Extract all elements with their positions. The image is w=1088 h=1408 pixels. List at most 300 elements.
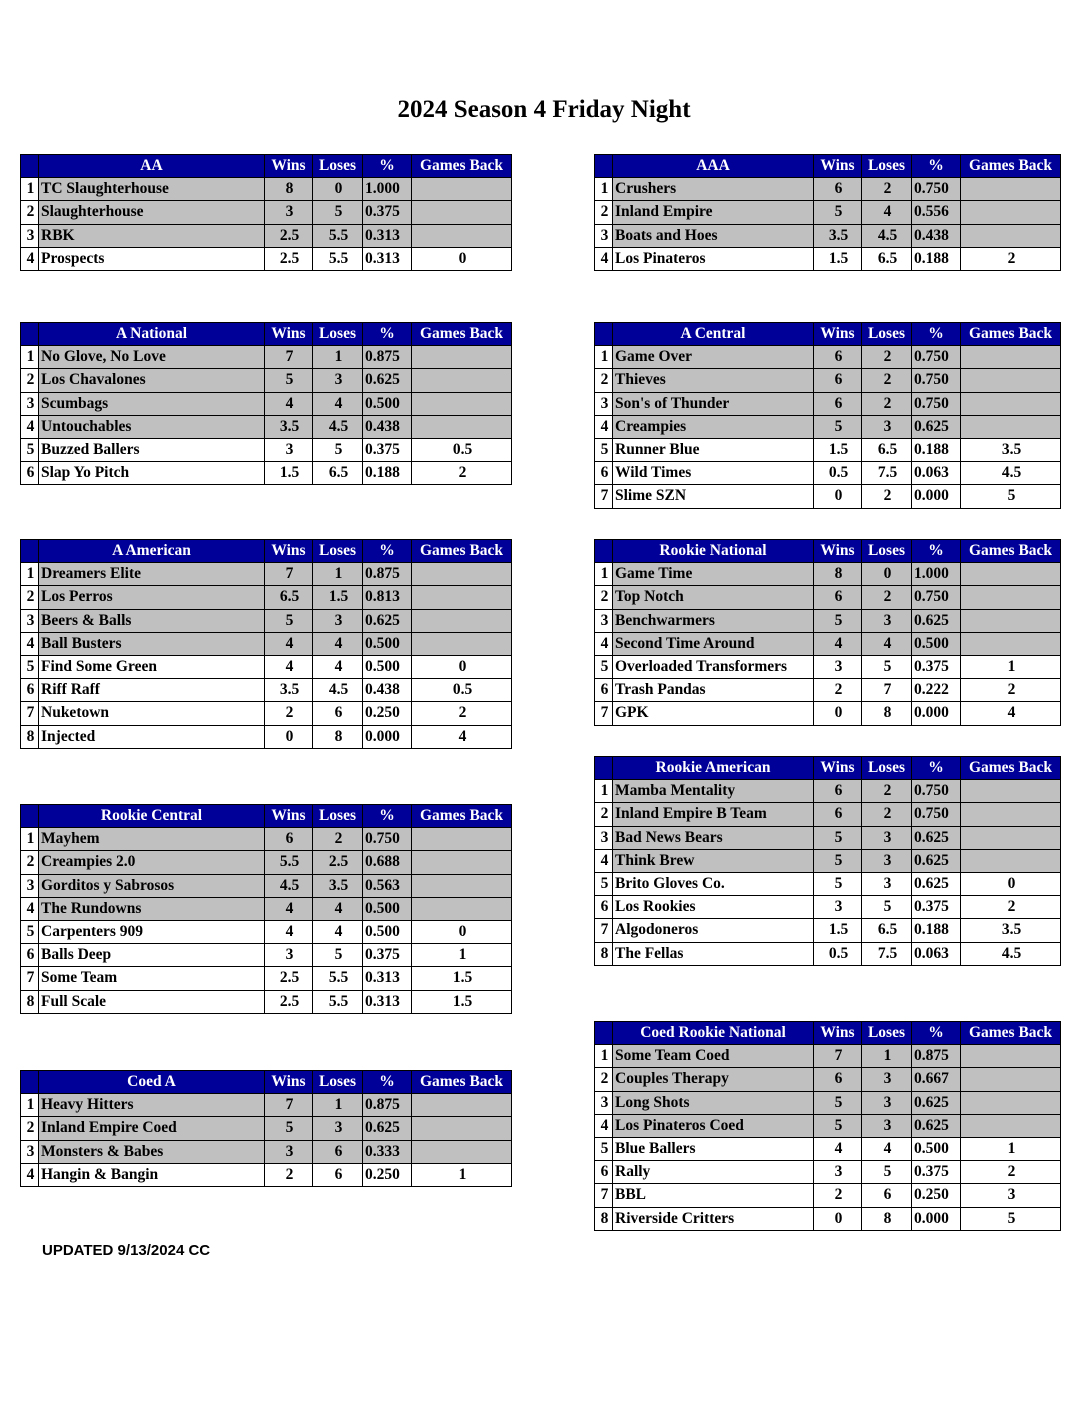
loses-cell: 3: [862, 1068, 912, 1091]
wins-cell: 2: [814, 1184, 862, 1207]
rank-cell: 2: [595, 369, 613, 392]
pct-cell: 0.750: [912, 586, 961, 609]
table-row: [595, 872, 1061, 895]
table-row: [21, 1117, 512, 1140]
loses-cell: 4.5: [862, 224, 912, 247]
team-name-cell: Creampies 2.0: [39, 851, 265, 874]
team-name-cell: Balls Deep: [39, 944, 265, 967]
team-name-cell: Overloaded Transformers: [613, 655, 814, 678]
rank-cell: 3: [595, 826, 613, 849]
wins-cell: 0.5: [814, 462, 862, 485]
loses-cell: 3: [862, 826, 912, 849]
loses-cell: 3: [862, 1114, 912, 1137]
pct-cell: 0.438: [363, 415, 412, 438]
loses-cell: 4.5: [313, 415, 363, 438]
loses-cell: 0: [313, 178, 363, 201]
pct-cell: 0.375: [912, 896, 961, 919]
header-rank-corner: [21, 805, 39, 828]
table-row: [21, 392, 512, 415]
header-games-back: Games Back: [961, 757, 1061, 780]
wins-cell: 1.5: [265, 462, 313, 485]
table-row: [21, 944, 512, 967]
header-games-back: Games Back: [412, 155, 512, 178]
loses-cell: 0: [862, 563, 912, 586]
games-back-cell: 0: [412, 247, 512, 270]
table-row: [21, 1094, 512, 1117]
team-name-cell: TC Slaughterhouse: [39, 178, 265, 201]
header-loses: Loses: [313, 155, 363, 178]
table-row: [595, 609, 1061, 632]
header-rank-corner: [595, 155, 613, 178]
games-back-cell: [961, 369, 1061, 392]
wins-cell: 2: [265, 702, 313, 725]
wins-cell: 2.5: [265, 990, 313, 1013]
pct-cell: 0.500: [912, 632, 961, 655]
games-back-cell: [412, 201, 512, 224]
games-back-cell: 3.5: [961, 919, 1061, 942]
games-back-cell: 4: [961, 702, 1061, 725]
pct-cell: 0.250: [363, 702, 412, 725]
loses-cell: 5: [313, 944, 363, 967]
team-name-cell: Trash Pandas: [613, 679, 814, 702]
rank-cell: 6: [595, 679, 613, 702]
standings-table-coed-a: [20, 1070, 512, 1187]
table-row: [595, 702, 1061, 725]
loses-cell: 1: [313, 346, 363, 369]
pct-cell: 0.625: [363, 369, 412, 392]
loses-cell: 3: [313, 369, 363, 392]
games-back-cell: 4.5: [961, 942, 1061, 965]
rank-cell: 3: [21, 874, 39, 897]
pct-cell: 0.500: [912, 1137, 961, 1160]
team-name-cell: Thieves: [613, 369, 814, 392]
wins-cell: 5: [814, 1091, 862, 1114]
table-row: [595, 485, 1061, 508]
rank-cell: 7: [595, 485, 613, 508]
wins-cell: 4: [265, 632, 313, 655]
header-row: [595, 155, 1061, 178]
pct-cell: 0.375: [912, 655, 961, 678]
pct-cell: 0.500: [363, 632, 412, 655]
team-name-cell: Slap Yo Pitch: [39, 462, 265, 485]
team-name-cell: Riff Raff: [39, 679, 265, 702]
header-wins: Wins: [265, 540, 313, 563]
games-back-cell: [412, 415, 512, 438]
standings-table-rookie-central: [20, 804, 512, 1014]
games-back-cell: [961, 1114, 1061, 1137]
team-name-cell: Buzzed Ballers: [39, 438, 265, 461]
team-name-cell: Ball Busters: [39, 632, 265, 655]
team-name-cell: The Rundowns: [39, 897, 265, 920]
wins-cell: 6: [814, 346, 862, 369]
loses-cell: 8: [862, 702, 912, 725]
table-row: [595, 1068, 1061, 1091]
games-back-cell: [961, 632, 1061, 655]
table-row: [21, 201, 512, 224]
rank-cell: 1: [21, 178, 39, 201]
wins-cell: 7: [814, 1045, 862, 1068]
loses-cell: 7.5: [862, 942, 912, 965]
rank-cell: 1: [21, 563, 39, 586]
wins-cell: 3.5: [814, 224, 862, 247]
pct-cell: 0.750: [912, 392, 961, 415]
wins-cell: 6.5: [265, 586, 313, 609]
header-rank-corner: [595, 1022, 613, 1045]
wins-cell: 6: [814, 392, 862, 415]
header-games-back: Games Back: [961, 155, 1061, 178]
loses-cell: 6.5: [313, 462, 363, 485]
wins-cell: 0: [814, 1207, 862, 1230]
pct-cell: 0.688: [363, 851, 412, 874]
rank-cell: 7: [21, 967, 39, 990]
rank-cell: 2: [21, 201, 39, 224]
pct-cell: 0.333: [363, 1140, 412, 1163]
team-name-cell: Think Brew: [613, 849, 814, 872]
loses-cell: 2: [862, 485, 912, 508]
rank-cell: 3: [21, 1140, 39, 1163]
table-row: [595, 224, 1061, 247]
wins-cell: 2: [814, 679, 862, 702]
rank-cell: 2: [21, 851, 39, 874]
page-title: 2024 Season 4 Friday Night: [397, 96, 691, 123]
wins-cell: 7: [265, 563, 313, 586]
team-name-cell: Boats and Hoes: [613, 224, 814, 247]
standings-table-coed-rookie-national: [594, 1021, 1061, 1231]
rank-cell: 4: [21, 1163, 39, 1186]
pct-cell: 0.625: [912, 1091, 961, 1114]
loses-cell: 6: [313, 1140, 363, 1163]
games-back-cell: [961, 392, 1061, 415]
header-pct: %: [912, 323, 961, 346]
wins-cell: 5: [814, 1114, 862, 1137]
header-loses: Loses: [313, 540, 363, 563]
loses-cell: 6.5: [862, 247, 912, 270]
pct-cell: 0.438: [363, 679, 412, 702]
loses-cell: 3: [862, 415, 912, 438]
games-back-cell: [961, 201, 1061, 224]
wins-cell: 6: [814, 586, 862, 609]
pct-cell: 0.625: [912, 415, 961, 438]
wins-cell: 8: [814, 563, 862, 586]
wins-cell: 3: [265, 201, 313, 224]
team-name-cell: Wild Times: [613, 462, 814, 485]
games-back-cell: [961, 415, 1061, 438]
table-row: [595, 563, 1061, 586]
header-pct: %: [363, 540, 412, 563]
rank-cell: 3: [595, 1091, 613, 1114]
table-row: [595, 1207, 1061, 1230]
wins-cell: 5: [814, 415, 862, 438]
division-name: Rookie American: [613, 757, 814, 780]
rank-cell: 2: [595, 586, 613, 609]
team-name-cell: Untouchables: [39, 415, 265, 438]
wins-cell: 2.5: [265, 967, 313, 990]
table-row: [595, 632, 1061, 655]
loses-cell: 4.5: [313, 679, 363, 702]
rank-cell: 6: [595, 1161, 613, 1184]
games-back-cell: [412, 178, 512, 201]
games-back-cell: [412, 392, 512, 415]
games-back-cell: 0: [961, 872, 1061, 895]
header-rank-corner: [595, 323, 613, 346]
table-row: [595, 438, 1061, 461]
games-back-cell: [412, 609, 512, 632]
pct-cell: 0.875: [363, 563, 412, 586]
wins-cell: 5: [814, 609, 862, 632]
table-row: [595, 586, 1061, 609]
loses-cell: 2: [313, 828, 363, 851]
loses-cell: 4: [862, 201, 912, 224]
pct-cell: 0.250: [912, 1184, 961, 1207]
team-name-cell: Top Notch: [613, 586, 814, 609]
table-row: [595, 679, 1061, 702]
rank-cell: 6: [595, 462, 613, 485]
team-name-cell: Gorditos y Sabrosos: [39, 874, 265, 897]
rank-cell: 4: [595, 1114, 613, 1137]
pct-cell: 0.375: [363, 438, 412, 461]
wins-cell: 4: [265, 920, 313, 943]
team-name-cell: Carpenters 909: [39, 920, 265, 943]
pct-cell: 0.063: [912, 462, 961, 485]
team-name-cell: Crushers: [613, 178, 814, 201]
pct-cell: 0.063: [912, 942, 961, 965]
standings-table-rookie-national: [594, 539, 1061, 726]
wins-cell: 5: [814, 826, 862, 849]
team-name-cell: Couples Therapy: [613, 1068, 814, 1091]
games-back-cell: 1.5: [412, 967, 512, 990]
pct-cell: 0.500: [363, 392, 412, 415]
loses-cell: 2: [862, 178, 912, 201]
rank-cell: 3: [21, 224, 39, 247]
loses-cell: 8: [862, 1207, 912, 1230]
games-back-cell: [412, 632, 512, 655]
header-row: [595, 757, 1061, 780]
rank-cell: 6: [21, 944, 39, 967]
wins-cell: 4.5: [265, 874, 313, 897]
standings-table-aaa: [594, 154, 1061, 271]
team-name-cell: Mamba Mentality: [613, 780, 814, 803]
header-loses: Loses: [862, 155, 912, 178]
team-name-cell: Blue Ballers: [613, 1137, 814, 1160]
games-back-cell: [961, 849, 1061, 872]
table-row: [595, 1161, 1061, 1184]
team-name-cell: Creampies: [613, 415, 814, 438]
rank-cell: 4: [21, 247, 39, 270]
rank-cell: 5: [21, 920, 39, 943]
division-name: AAA: [613, 155, 814, 178]
table-row: [21, 679, 512, 702]
wins-cell: 3: [814, 896, 862, 919]
pct-cell: 0.625: [912, 872, 961, 895]
loses-cell: 6: [313, 1163, 363, 1186]
pct-cell: 0.000: [912, 1207, 961, 1230]
rank-cell: 4: [21, 415, 39, 438]
pct-cell: 0.313: [363, 224, 412, 247]
loses-cell: 6.5: [862, 919, 912, 942]
games-back-cell: 2: [412, 462, 512, 485]
table-row: [21, 563, 512, 586]
team-name-cell: BBL: [613, 1184, 814, 1207]
pct-cell: 0.625: [912, 609, 961, 632]
wins-cell: 5: [814, 849, 862, 872]
team-name-cell: Game Over: [613, 346, 814, 369]
header-pct: %: [363, 1071, 412, 1094]
wins-cell: 4: [265, 392, 313, 415]
loses-cell: 5: [313, 201, 363, 224]
pct-cell: 0.313: [363, 247, 412, 270]
team-name-cell: GPK: [613, 702, 814, 725]
games-back-cell: [961, 609, 1061, 632]
pct-cell: 0.625: [363, 609, 412, 632]
team-name-cell: Dreamers Elite: [39, 563, 265, 586]
table-row: [21, 920, 512, 943]
header-pct: %: [912, 1022, 961, 1045]
games-back-cell: 2: [961, 896, 1061, 919]
loses-cell: 5: [862, 1161, 912, 1184]
games-back-cell: 0: [412, 920, 512, 943]
loses-cell: 4: [313, 392, 363, 415]
pct-cell: 0.667: [912, 1068, 961, 1091]
updated-note: UPDATED 9/13/2024 CC: [42, 1242, 211, 1259]
wins-cell: 1.5: [814, 247, 862, 270]
table-row: [595, 1137, 1061, 1160]
rank-cell: 4: [595, 247, 613, 270]
loses-cell: 3: [862, 1091, 912, 1114]
rank-cell: 3: [595, 609, 613, 632]
team-name-cell: Long Shots: [613, 1091, 814, 1114]
team-name-cell: Benchwarmers: [613, 609, 814, 632]
table-row: [21, 702, 512, 725]
games-back-cell: [961, 224, 1061, 247]
pct-cell: 0.750: [912, 803, 961, 826]
games-back-cell: 1.5: [412, 990, 512, 1013]
rank-cell: 3: [595, 224, 613, 247]
header-rank-corner: [21, 323, 39, 346]
wins-cell: 5: [265, 369, 313, 392]
rank-cell: 1: [595, 563, 613, 586]
rank-cell: 2: [595, 1068, 613, 1091]
table-row: [595, 346, 1061, 369]
table-row: [595, 415, 1061, 438]
pct-cell: 0.875: [363, 346, 412, 369]
team-name-cell: Son's of Thunder: [613, 392, 814, 415]
loses-cell: 1: [862, 1045, 912, 1068]
standings-table-a-central: [594, 322, 1061, 509]
header-pct: %: [363, 323, 412, 346]
rank-cell: 2: [21, 586, 39, 609]
table-row: [595, 780, 1061, 803]
pct-cell: 0.188: [912, 919, 961, 942]
header-row: [21, 155, 512, 178]
wins-cell: 3: [265, 944, 313, 967]
wins-cell: 8: [265, 178, 313, 201]
loses-cell: 5.5: [313, 990, 363, 1013]
header-wins: Wins: [814, 1022, 862, 1045]
wins-cell: 3: [814, 1161, 862, 1184]
team-name-cell: Full Scale: [39, 990, 265, 1013]
games-back-cell: [961, 178, 1061, 201]
games-back-cell: 2: [961, 1161, 1061, 1184]
team-name-cell: Monsters & Babes: [39, 1140, 265, 1163]
rank-cell: 5: [595, 655, 613, 678]
header-wins: Wins: [265, 805, 313, 828]
header-row: [21, 323, 512, 346]
games-back-cell: 1: [961, 655, 1061, 678]
games-back-cell: 0.5: [412, 679, 512, 702]
pct-cell: 0.375: [363, 944, 412, 967]
rank-cell: 1: [595, 178, 613, 201]
pct-cell: 0.500: [363, 920, 412, 943]
team-name-cell: Some Team: [39, 967, 265, 990]
header-wins: Wins: [814, 323, 862, 346]
wins-cell: 6: [814, 178, 862, 201]
games-back-cell: 0: [412, 655, 512, 678]
rank-cell: 6: [595, 896, 613, 919]
header-wins: Wins: [265, 323, 313, 346]
team-name-cell: Los Pinateros Coed: [613, 1114, 814, 1137]
header-loses: Loses: [313, 1071, 363, 1094]
wins-cell: 1.5: [814, 919, 862, 942]
wins-cell: 4: [265, 897, 313, 920]
pct-cell: 0.222: [912, 679, 961, 702]
header-rank-corner: [21, 155, 39, 178]
header-loses: Loses: [862, 757, 912, 780]
table-row: [595, 201, 1061, 224]
team-name-cell: Beers & Balls: [39, 609, 265, 632]
table-row: [595, 896, 1061, 919]
rank-cell: 2: [21, 369, 39, 392]
wins-cell: 7: [265, 346, 313, 369]
games-back-cell: 2: [961, 679, 1061, 702]
team-name-cell: Los Rookies: [613, 896, 814, 919]
team-name-cell: Riverside Critters: [613, 1207, 814, 1230]
wins-cell: 3.5: [265, 679, 313, 702]
loses-cell: 4: [862, 632, 912, 655]
pct-cell: 0.500: [363, 897, 412, 920]
table-row: [21, 462, 512, 485]
loses-cell: 8: [313, 725, 363, 748]
wins-cell: 5: [265, 1117, 313, 1140]
team-name-cell: Injected: [39, 725, 265, 748]
header-loses: Loses: [862, 540, 912, 563]
header-rank-corner: [21, 540, 39, 563]
rank-cell: 4: [595, 632, 613, 655]
table-row: [21, 247, 512, 270]
games-back-cell: 5: [961, 485, 1061, 508]
wins-cell: 0: [814, 702, 862, 725]
loses-cell: 7: [862, 679, 912, 702]
loses-cell: 2: [862, 780, 912, 803]
games-back-cell: 5: [961, 1207, 1061, 1230]
games-back-cell: [961, 586, 1061, 609]
team-name-cell: Find Some Green: [39, 655, 265, 678]
wins-cell: 7: [265, 1094, 313, 1117]
games-back-cell: [412, 1094, 512, 1117]
games-back-cell: [412, 224, 512, 247]
games-back-cell: [412, 563, 512, 586]
header-row: [595, 323, 1061, 346]
wins-cell: 2: [265, 1163, 313, 1186]
loses-cell: 3.5: [313, 874, 363, 897]
games-back-cell: [961, 563, 1061, 586]
rank-cell: 3: [595, 392, 613, 415]
rank-cell: 5: [595, 872, 613, 895]
loses-cell: 4: [313, 897, 363, 920]
loses-cell: 1.5: [313, 586, 363, 609]
games-back-cell: [412, 851, 512, 874]
division-name: Rookie Central: [39, 805, 265, 828]
table-row: [21, 415, 512, 438]
